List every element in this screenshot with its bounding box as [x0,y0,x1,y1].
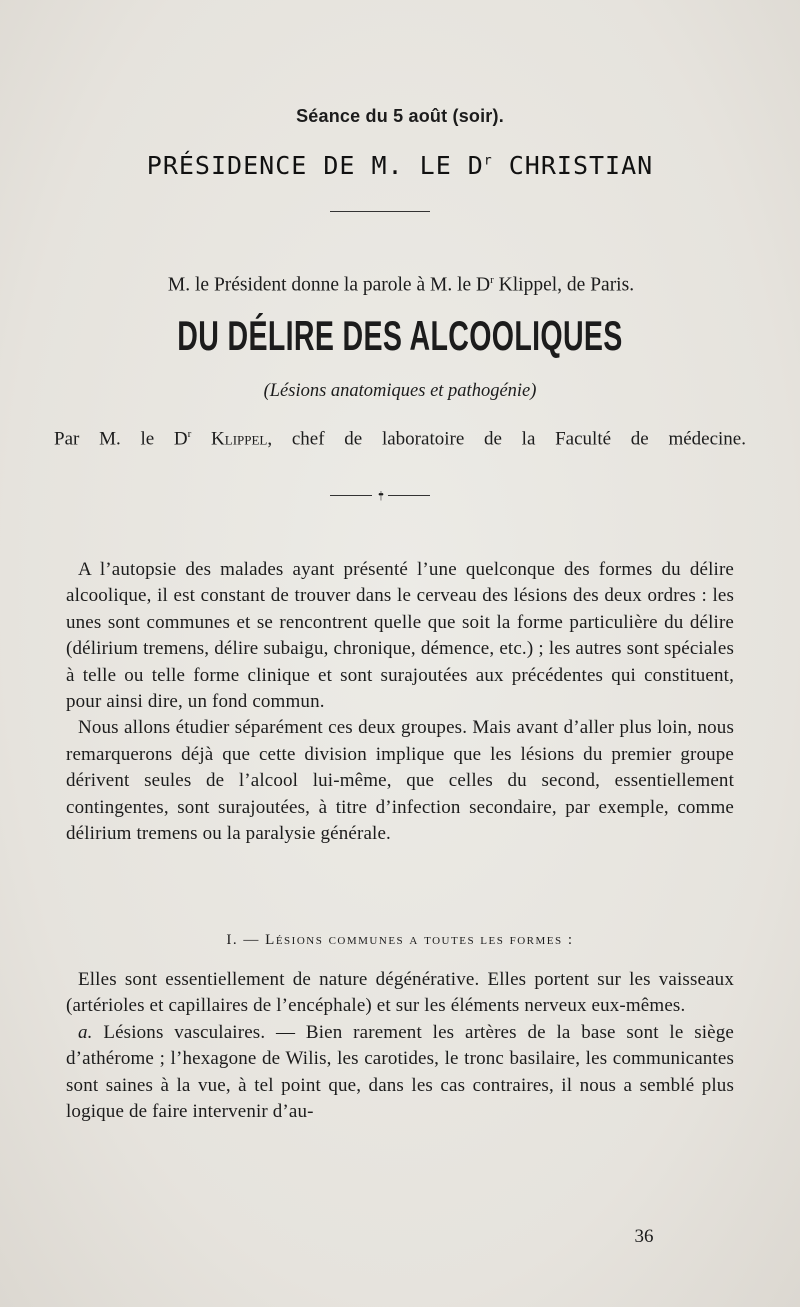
paragraph: Elles sont essentiellement de nature dégénérative. Elles portent sur les vaisseaux (artérioles et capillaires de l’encéphale) et sur les éléments nerveux eux-mêmes. [66,969,734,1017]
paragraph-label: a. [78,1021,93,1043]
ornament-glyph: •|• [378,489,382,501]
body-text-part1 [66,557,734,847]
author-byline [54,428,746,450]
paragraph: A l’autopsie des malades ayant présenté l’une quelconque des formes du délire alcoolique, il est constant de trouver dans le cerveau des lésions des deux ordres : les unes sont communes et se rencontrent quelle que soit la forme particulière du délire (délirium tremens, délire subaigu, chronique, démence, etc.) ; les autres sont spéciales à telle ou telle forme clinique et sont surajoutées aux précédentes qui constituent, pour ainsi dire, un fond commun. [66,559,734,713]
byline-after: , chef de laboratoire de la Faculté de médecine. [267,428,746,450]
intro-line [66,265,736,301]
ornament-divider [330,487,430,503]
paragraph-vascular [66,1020,734,1126]
body-text-part2 [66,967,734,1125]
presidence-sup: r [483,153,493,169]
paragraph: Nous allons étudier séparément ces deux groupes. Mais avant d’aller plus loin, nous remarquerons déjà que cette division implique que les lésions du premier groupe dérivent seules de l’alcool lui-même, que celles du second, essentiellement contingentes, sont surajoutées, à titre d’infection secondaire, par exemple, comme délirium tremens ou la paralysie générale. [66,717,734,845]
ornament-line-right [388,495,430,496]
separator-rule [330,211,430,212]
article-subtitle: (Lésions anatomiques et pathogénie) [263,381,537,401]
presidence-before: PRÉSIDENCE DE M. LE D [146,151,484,180]
section-heading: I. — Lésions communes a toutes les formes : [226,932,574,948]
presidence-after: CHRISTIAN [492,151,654,180]
byline-sup: r [187,428,192,440]
ornament-line-left [330,495,372,496]
intro-sup: r [490,274,494,286]
presidence-heading [0,151,800,180]
author-name: Klippel [191,428,268,450]
article-title: DU DÉLIRE DES ALCOOLIQUES [177,312,623,359]
paragraph-vascular-text: Lésions vasculaires. — Bien rarement les artères de la base sont le siège d’athérome ; l’hexagone de Wilis, les carotides, le tronc basilaire, les communicantes sont saines à la vue, à tel point que, dans les cas contraires, il nous a semblé plus logique de faire intervenir d’au- [66,1021,734,1123]
page-number: 36 [634,1226,654,1247]
session-heading: Séance du 5 août (soir). [296,106,504,126]
intro-before: M. le Président donne la parole à M. le D [167,274,491,296]
byline-before: Par M. le D [54,428,188,450]
intro-after: Klippel, de Paris. [493,274,635,296]
